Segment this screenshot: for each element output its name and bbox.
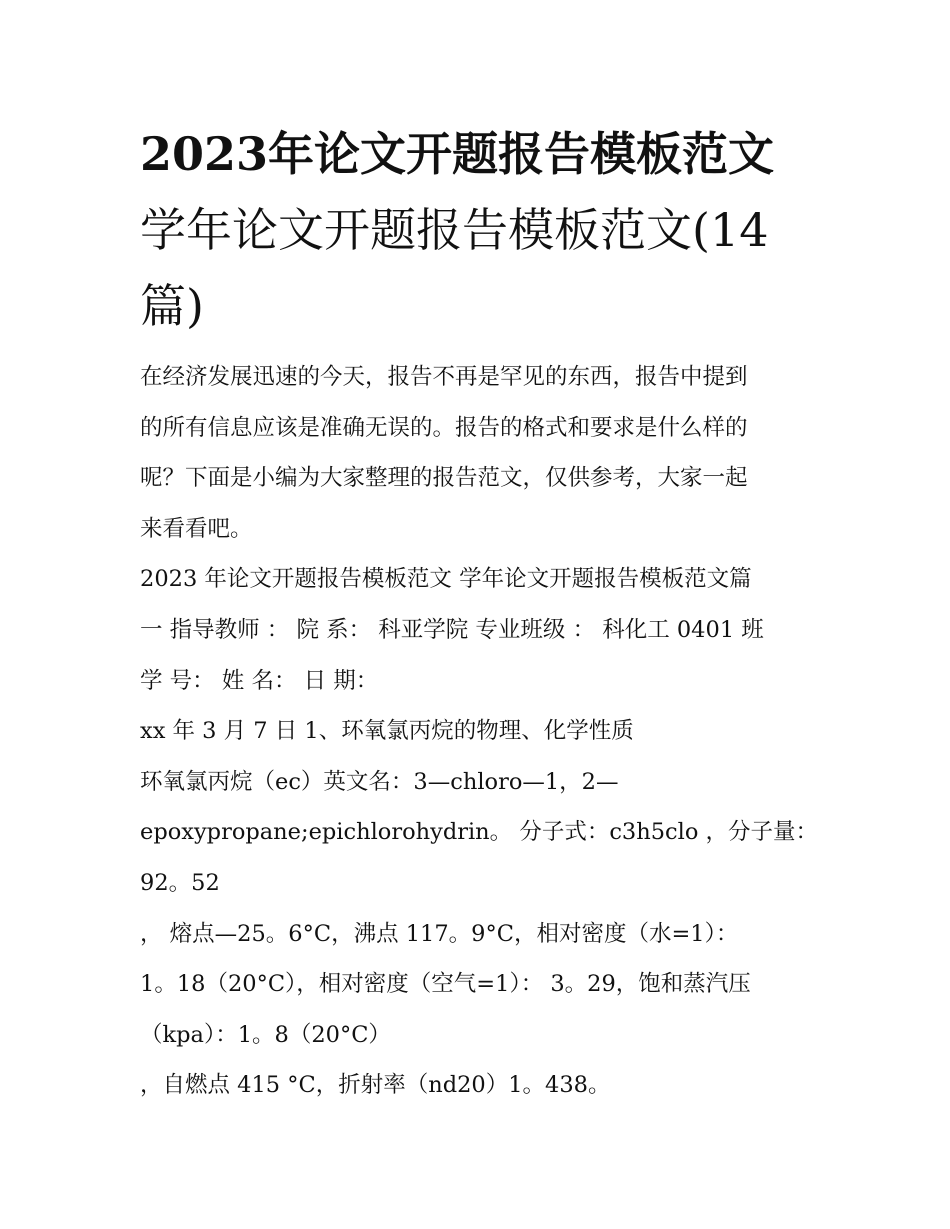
body-line: epoxypropane;epichlorohydrin。 分子式：c3h5clo ，分子量： [140,819,819,846]
body-line: 1。18（20°C），相对密度（空气=1）： 3。29，饱和蒸汽压 [140,971,751,998]
body-line: 学 号： 姓 名： 日 期： [140,667,379,694]
body-line: ，自燃点 415 °C，折射率（nd20）1。438。 [140,1072,611,1099]
document-body [140,352,820,1111]
body-line: （kpa）：1。8（20°C） [140,1021,391,1048]
body-line: 92。52 [140,869,220,896]
title-text: 年论文开题报告模板范文 [268,127,775,181]
body-line: xx 年 3 月 7 日 1、环氧氯丙烷的物理、化学性质 [140,718,634,745]
body-line: 呢？下面是小编为大家整理的报告范文，仅供参考，大家一起 [140,465,748,492]
title-line [140,116,820,192]
body-line: 环氧氯丙烷（ec）英文名：3—chloro—1，2— [140,768,619,795]
body-line: 来看看吧。 [140,515,253,542]
document-title [140,116,820,344]
body-line: 在经济发展迅速的今天，报告不再是罕见的东西，报告中提到 [140,364,748,390]
title-year: 2023 [140,127,269,181]
body-line: 一 指导教师 ： 院 系： 科亚学院 专业班级 ： 科化工 0401 班 [140,616,764,643]
title-line: 篇) [140,279,204,333]
title-line: 学年论文开题报告模板范文(14 [140,203,769,257]
body-line: 的所有信息应该是准确无误的。报告的格式和要求是什么样的 [140,414,748,441]
body-line: 2023 年论文开题报告模板范文 学年论文开题报告模板范文篇 [140,566,752,593]
body-line: ， 熔点—25。6°C，沸点 117。9°C，相对密度（水=1）： [140,920,739,947]
